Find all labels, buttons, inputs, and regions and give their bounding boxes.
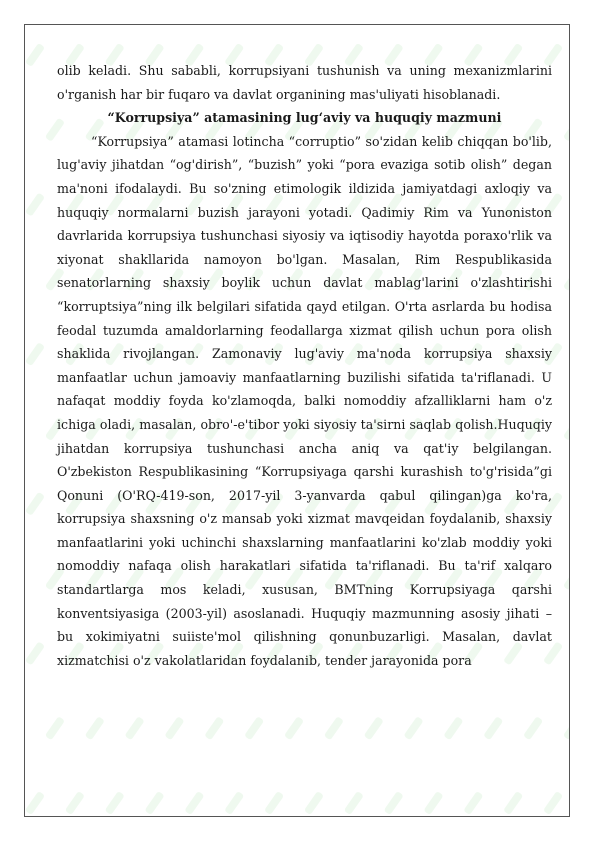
- watermark-mark: [25, 791, 45, 815]
- watermark-mark: [25, 43, 45, 67]
- watermark-mark: [563, 118, 569, 142]
- watermark-mark: [25, 342, 45, 366]
- watermark-mark: [463, 791, 483, 815]
- watermark-mark: [184, 791, 204, 815]
- section-heading: “Korrupsiya” atamasining lug‘aviy va huquqiy mazmuni: [107, 110, 502, 126]
- watermark-mark: [65, 791, 85, 815]
- watermark-mark: [224, 791, 244, 815]
- watermark-mark: [25, 641, 45, 665]
- watermark-mark: [344, 791, 364, 815]
- watermark-mark: [563, 417, 569, 441]
- watermark-mark: [25, 192, 45, 216]
- watermark-mark: [284, 716, 304, 740]
- watermark-mark: [85, 716, 105, 740]
- watermark-mark: [264, 791, 284, 815]
- watermark-mark: [304, 791, 324, 815]
- watermark-mark: [563, 716, 569, 740]
- watermark-mark: [523, 716, 543, 740]
- document-body: [57, 59, 552, 672]
- watermark-mark: [164, 716, 184, 740]
- watermark-mark: [144, 791, 164, 815]
- watermark-mark: [483, 716, 503, 740]
- watermark-mark: [443, 716, 463, 740]
- watermark-mark: [105, 791, 125, 815]
- watermark-mark: [543, 791, 563, 815]
- watermark-mark: [25, 492, 45, 516]
- watermark-mark: [124, 716, 144, 740]
- watermark-mark: [423, 791, 443, 815]
- watermark-mark: [244, 716, 264, 740]
- page-frame: [24, 24, 570, 817]
- watermark-mark: [563, 567, 569, 591]
- watermark-mark: [364, 716, 384, 740]
- watermark-mark: [45, 716, 65, 740]
- watermark-mark: [563, 267, 569, 291]
- watermark-mark: [403, 716, 423, 740]
- paragraph-intro: olib keladi. Shu sababli, korrupsiyani tushunish va uning mexanizmlarini o'rganish har bir fuqaro va davlat organining mas'uliyati hisoblanadi.: [57, 63, 552, 102]
- watermark-mark: [204, 716, 224, 740]
- watermark-mark: [324, 716, 344, 740]
- watermark-mark: [503, 791, 523, 815]
- watermark-mark: [384, 791, 404, 815]
- paragraph-main: “Korrupsiya” atamasi lotincha “corruptio” so'zidan kelib chiqqan bo'lib, lug'aviy jihatdan “og'dirish”, “buzish” yoki “pora evaziga sotib olish” degan ma'noni ifodalaydi. Bu so'zning etimologik ildizida jamiyatdagi axloqiy va huquqiy normalarni buzish jarayoni yotadi. Qadimiy Rim va Yunoniston davrlarida korrupsiya tushunchasi siyosiy va iqtisodiy hayotda poraxo'rlik va xiyonat shakllarida namoyon bo'lgan. Masalan, Rim Respublikasida senatorlarning shaxsiy boylik uchun davlat mablag'larini o'zlashtirishi “korruptsiya”ning ilk belgilari sifatida qayd etilgan. O'rta asrlarda bu hodisa feodal tuzumda amaldorlarning feodallarga xizmat qilish uchun pora olish shaklida rivojlangan. Zamonaviy lug'aviy ma'noda korrupsiya shaxsiy manfaatlar uchun jamoaviy manfaatlarning buzilishi sifatida ta'riflanadi. U nafaqat moddiy foyda ko'zlamoqda, balki nomoddiy afzalliklarni ham o'z ichiga oladi, masalan, obro'-e'tibor yoki siyosiy ta'sirni saqlab qolish.Huquqiy jihatdan korrupsiya tushunchasi ancha aniq va qat'iy belgilangan. O'zbekiston Respublikasining “Korrupsiyaga qarshi kurashish to'g'risida”gi Qonuni (O'RQ-419-son, 2017-yil 3-yanvarda qabul qilingan)ga ko'ra, korrupsiya shaxsning o'z mansab yoki xizmat mavqeidan foydalanib, shaxsiy manfaatlarini yoki uchinchi shaxslarning manfaatlarini ko'zlab moddiy yoki nomoddiy nafaqa olish harakatlari sifatida ta'riflanadi. Bu ta'rif xalqaro standartlarga mos keladi, xususan, BMTning Korrupsiyaga qarshi konventsiyasiga (2003-yil) asoslanadi. Huquqiy mazmunning asosiy jihati – bu xokimiyatni suiiste'mol qilishning qonunbuzarligi. Masalan, davlat xizmatchisi o'z vakolatlaridan foydalanib, tender jarayonida pora: [57, 133, 552, 668]
